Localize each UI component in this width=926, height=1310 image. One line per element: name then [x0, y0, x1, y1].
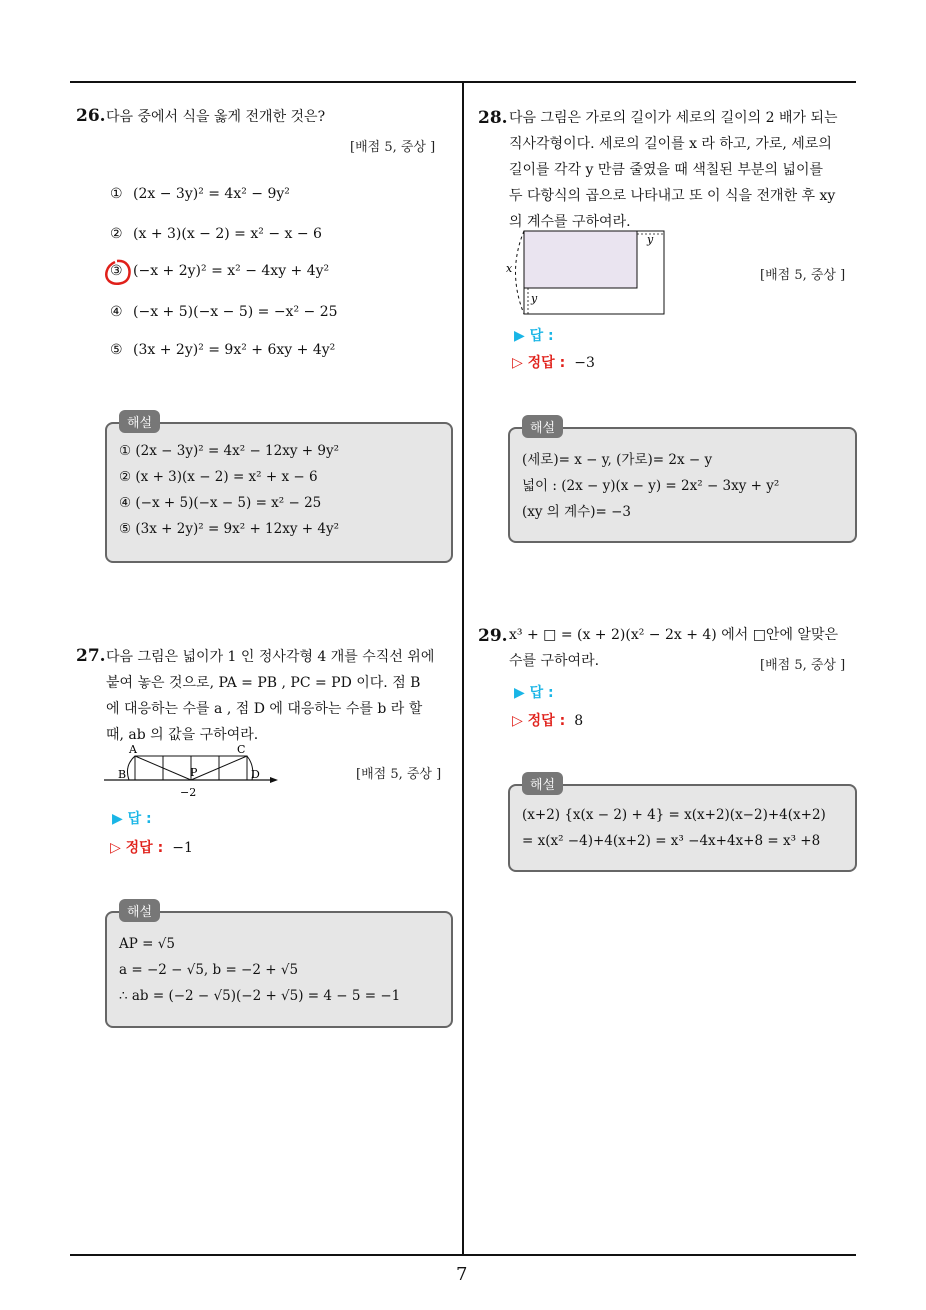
q28-line: 의 계수를 구하여라. [509, 214, 631, 230]
figure-label-y-top: y [647, 233, 654, 246]
q27-correct-answer [110, 837, 193, 857]
correct-label: ▷ 정답 : [512, 355, 566, 371]
q28-solution-box [508, 427, 857, 543]
solution-line: AP = √5 [119, 936, 175, 952]
q27-meta: [배점 5, 중상 ] [356, 767, 442, 782]
q26-meta: [배점 5, 중상 ] [350, 140, 436, 155]
correct-label: ▷ 정답 : [110, 840, 164, 856]
q26-choice-3[interactable] [110, 263, 329, 279]
q29-meta: [배점 5, 중상 ] [760, 658, 846, 673]
q26-choice-4[interactable] [110, 304, 338, 320]
q28-solution-tag: 해설 [522, 415, 563, 438]
solution-line: a = −2 − √5, b = −2 + √5 [119, 962, 299, 978]
choice-mark: ④ [110, 304, 123, 320]
bottom-rule [70, 1254, 856, 1256]
solution-line: ∴ ab = (−2 − √5)(−2 + √5) = 4 − 5 = −1 [119, 988, 401, 1004]
correct-value: −1 [172, 840, 193, 856]
q28-meta: [배점 5, 중상 ] [760, 268, 846, 283]
q27-solution-box [105, 911, 453, 1028]
correct-value: 8 [574, 713, 584, 729]
q29-number: 29. [478, 626, 508, 646]
q28-rectangle-figure [503, 228, 669, 318]
q26-text: 다음 중에서 식을 옳게 전개한 것은? [106, 109, 326, 125]
q29-correct-answer [512, 710, 583, 730]
solution-line: ① (2x − 3y)² = 4x² − 12xy + 9y² [119, 443, 339, 459]
q28-answer-label: ▶ 답 : [514, 328, 554, 344]
choice-expr: (x + 3)(x − 2) = x² − x − 6 [133, 226, 322, 242]
solution-line: (x+2) {x(x − 2) + 4} = x(x+2)(x−2)+4(x+2) [522, 807, 826, 823]
q27-solution-tag: 해설 [119, 899, 160, 922]
choice-mark: ⑤ [110, 342, 123, 358]
figure-label-A: A [129, 743, 137, 756]
choice-expr: (3x + 2y)² = 9x² + 6xy + 4y² [133, 342, 336, 358]
correct-value: −3 [574, 355, 595, 371]
q26-number: 26. [76, 106, 106, 126]
choice-expr: (−x + 5)(−x − 5) = −x² − 25 [133, 304, 338, 320]
q28-line: 직사각형이다. 세로의 길이를 x 라 하고, 가로, 세로의 [509, 136, 832, 152]
q28-correct-answer [512, 352, 595, 372]
q27-number: 27. [76, 646, 106, 666]
figure-label-P: P [190, 766, 198, 779]
q27-number-line-figure [100, 742, 290, 800]
selected-answer-circle-icon [103, 258, 133, 288]
q29-solution-box [508, 784, 857, 872]
choice-expr: (2x − 3y)² = 4x² − 9y² [133, 186, 290, 202]
solution-line: = x(x² −4)+4(x+2) = x³ −4x+4x+8 = x³ +8 [522, 833, 821, 849]
choice-mark: ③ [110, 263, 123, 279]
solution-line: ② (x + 3)(x − 2) = x² + x − 6 [119, 469, 318, 485]
q27-line: 다음 그림은 넓이가 1 인 정사각형 4 개를 수직선 위에 [106, 649, 435, 665]
solution-line: ④ (−x + 5)(−x − 5) = x² − 25 [119, 495, 322, 511]
q28-line: 두 다항식의 곱으로 나타내고 또 이 식을 전개한 후 xy [509, 188, 836, 204]
q27-line: 에 대응하는 수를 a , 점 D 에 대응하는 수를 b 라 할 [106, 701, 423, 717]
figure-label-B: B [118, 768, 127, 781]
correct-label: ▷ 정답 : [512, 713, 566, 729]
figure-label-D: D [251, 768, 260, 781]
q26-solution-tag: 해설 [119, 410, 160, 433]
solution-line: (xy 의 계수)= −3 [522, 504, 631, 520]
q27-line: 때, ab 의 값을 구하여라. [106, 727, 259, 743]
q26-choice-1[interactable] [110, 186, 290, 202]
solution-line: (세로)= x − y, (가로)= 2x − y [522, 452, 713, 468]
q28-line: 길이를 각각 y 만큼 줄였을 때 색칠된 부분의 넓이를 [509, 162, 823, 178]
q26-solution-box [105, 422, 453, 563]
choice-mark: ① [110, 186, 123, 202]
q27-answer-label: ▶ 답 : [112, 811, 152, 827]
solution-line: ⑤ (3x + 2y)² = 9x² + 12xy + 4y² [119, 521, 339, 537]
q28-line: 다음 그림은 가로의 길이가 세로의 길이의 2 배가 되는 [509, 110, 838, 126]
page-number: 7 [456, 1264, 468, 1285]
q26-choice-2[interactable] [110, 226, 322, 242]
figure-tick-label: −2 [180, 786, 197, 799]
q29-line2: 수를 구하여라. [509, 653, 600, 669]
figure-label-y-left: y [531, 292, 538, 305]
figure-label-C: C [237, 743, 246, 756]
q27-line: 붙여 놓은 것으로, PA = PB , PC = PD 이다. 점 B [106, 675, 421, 691]
column-divider [462, 83, 464, 1255]
solution-line: 넓이 : (2x − y)(x − y) = 2x² − 3xy + y² [522, 478, 780, 494]
q29-line1: x³ + □ = (x + 2)(x² − 2x + 4) 에서 □안에 알맞은 [509, 627, 839, 643]
choice-mark: ② [110, 226, 123, 242]
q29-solution-tag: 해설 [522, 772, 563, 795]
q28-number: 28. [478, 108, 508, 128]
q29-answer-label: ▶ 답 : [514, 685, 554, 701]
figure-label-x: x [506, 262, 513, 275]
q26-choice-5[interactable] [110, 342, 335, 358]
choice-expr: (−x + 2y)² = x² − 4xy + 4y² [133, 263, 330, 279]
